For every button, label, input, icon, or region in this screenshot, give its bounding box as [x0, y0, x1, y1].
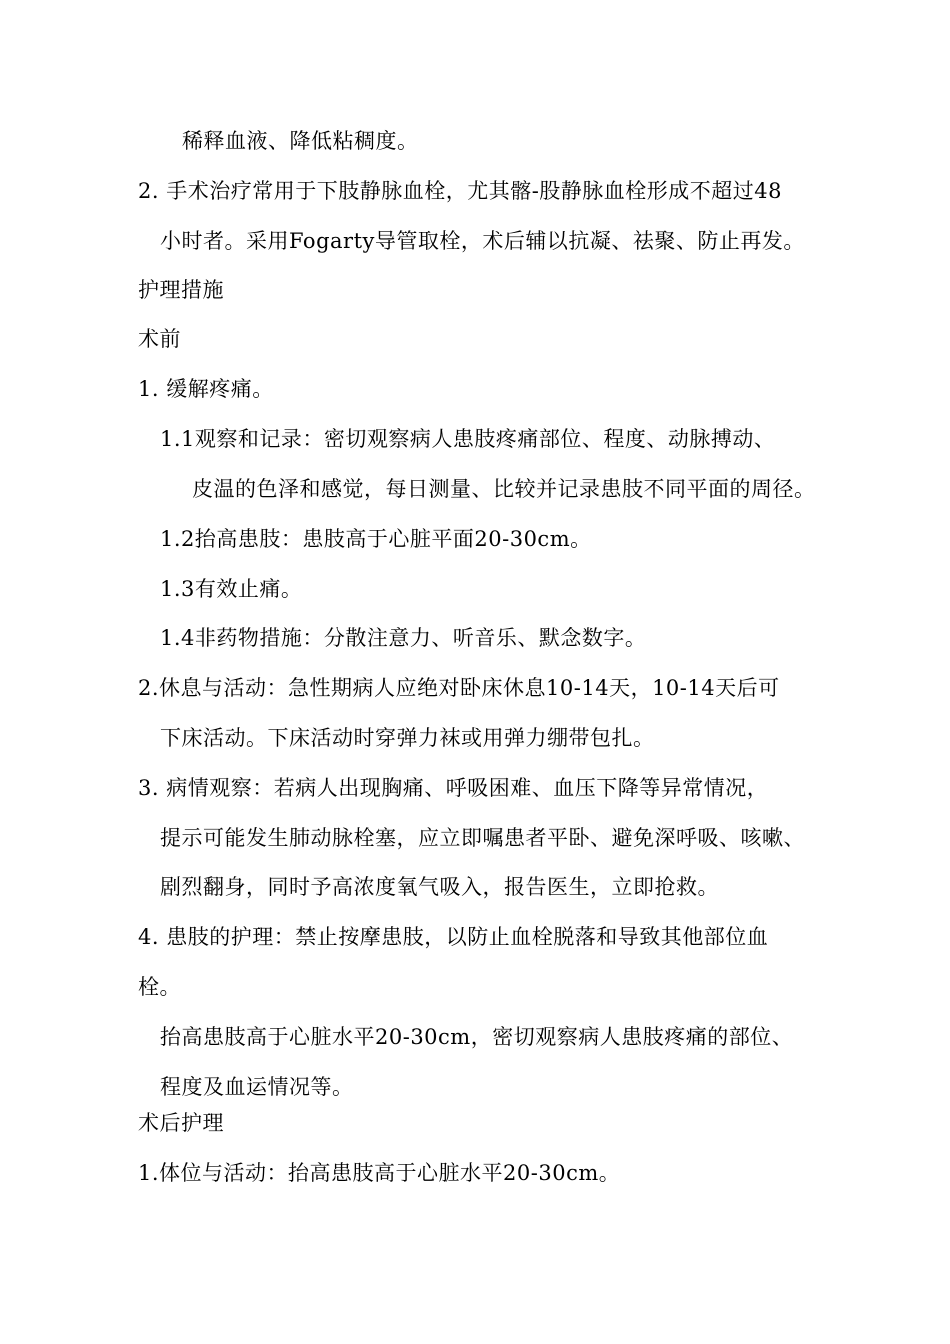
text-line: 栓。 [138, 975, 181, 999]
list-item: 3. 病情观察：若病人出现胸痛、呼吸困难、血压下降等异常情况， [138, 776, 769, 800]
section-heading: 护理措施 [138, 278, 224, 302]
text-line: 剧烈翻身，同时予高浓度氧气吸入，报告医生，立即抢救。 [160, 875, 719, 899]
list-item: 2.休息与活动：急性期病人应绝对卧床休息10-14天，10-14天后可 [138, 676, 780, 700]
text-line: 提示可能发生肺动脉栓塞，应立即嘱患者平卧、避免深呼吸、咳嗽、 [160, 826, 805, 850]
list-item: 1.3有效止痛。 [160, 577, 303, 601]
text-line: 稀释血液、降低粘稠度。 [182, 129, 419, 153]
list-item: 1.2抬高患肢：患肢高于心脏平面20-30cm。 [160, 527, 592, 551]
text-line: 皮温的色泽和感觉，每日测量、比较并记录患肢不同平面的周径。 [192, 477, 816, 501]
text-line: 小时者。采用Fogarty导管取栓，术后辅以抗凝、祛聚、防止再发。 [160, 229, 805, 253]
text-line: 抬高患肢高于心脏水平20-30cm，密切观察病人患肢疼痛的部位、 [160, 1025, 794, 1049]
list-item: 1.1观察和记录：密切观察病人患肢疼痛部位、程度、动脉搏动、 [160, 427, 776, 451]
list-item: 1. 缓解疼痛。 [138, 377, 274, 401]
text-line: 程度及血运情况等。 [160, 1075, 354, 1099]
list-item: 4. 患肢的护理：禁止按摩患肢，以防止血栓脱落和导致其他部位血 [138, 925, 769, 949]
list-item: 2. 手术治疗常用于下肢静脉血栓，尤其髂-股静脉血栓形成不超过48 [138, 179, 783, 203]
list-item: 1.4非药物措施：分散注意力、听音乐、默念数字。 [160, 626, 647, 650]
subsection-heading: 术前 [138, 327, 181, 351]
text-line: 下床活动。下床活动时穿弹力袜或用弹力绷带包扎。 [160, 726, 655, 750]
list-item: 1.体位与活动：抬高患肢高于心脏水平20-30cm。 [138, 1161, 621, 1185]
subsection-heading: 术后护理 [138, 1111, 224, 1135]
